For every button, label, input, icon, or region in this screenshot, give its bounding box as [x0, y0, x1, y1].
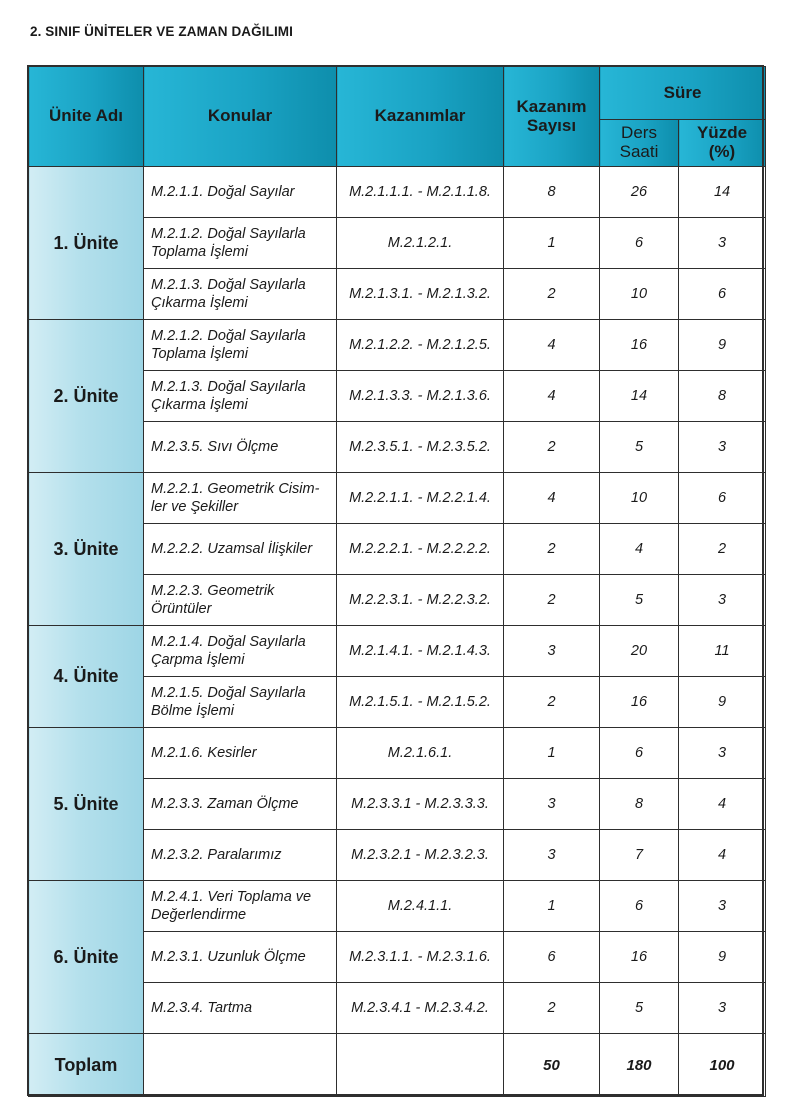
outcome-count-cell: 1 — [504, 881, 600, 932]
topic-cell: M.2.1.3. Doğal Sayılarla Çıkarma İşlemi — [144, 371, 337, 422]
percent-cell: 14 — [679, 167, 766, 218]
table-body — [29, 167, 766, 1034]
percent-cell: 6 — [679, 269, 766, 320]
percent-cell: 3 — [679, 422, 766, 473]
outcome-count-cell: 4 — [504, 371, 600, 422]
header-outcome-count-text: Kazanım Sayısı — [516, 96, 587, 135]
lesson-hours-cell: 16 — [600, 677, 679, 728]
table-row — [29, 728, 766, 779]
outcome-count-cell: 3 — [504, 626, 600, 677]
topic-cell: M.2.1.2. Doğal Sayılarla Toplama İşlemi — [144, 218, 337, 269]
topic-cell: M.2.3.5. Sıvı Ölçme — [144, 422, 337, 473]
topic-cell: M.2.1.6. Kesirler — [144, 728, 337, 779]
outcomes-cell: M.2.2.1.1. - M.2.2.1.4. — [337, 473, 504, 524]
lesson-hours-cell: 5 — [600, 983, 679, 1034]
percent-cell: 3 — [679, 983, 766, 1034]
outcomes-cell: M.2.2.2.1. - M.2.2.2.2. — [337, 524, 504, 575]
lesson-hours-cell: 4 — [600, 524, 679, 575]
topic-cell: M.2.1.1. Doğal Sayılar — [144, 167, 337, 218]
outcomes-cell: M.2.3.1.1. - M.2.3.1.6. — [337, 932, 504, 983]
header-lesson-hours — [600, 120, 679, 167]
outcome-count-cell: 1 — [504, 218, 600, 269]
outcomes-cell: M.2.3.3.1 - M.2.3.3.3. — [337, 779, 504, 830]
header-lesson-hours-text: Ders Saati — [619, 123, 659, 161]
outcomes-cell: M.2.1.2.2. - M.2.1.2.5. — [337, 320, 504, 371]
topic-cell: M.2.1.4. Doğal Sayılarla Çarpma İşlemi — [144, 626, 337, 677]
lesson-hours-cell: 8 — [600, 779, 679, 830]
lesson-hours-cell: 14 — [600, 371, 679, 422]
outcomes-cell: M.2.1.4.1. - M.2.1.4.3. — [337, 626, 504, 677]
outcome-count-cell: 4 — [504, 473, 600, 524]
outcome-count-cell: 3 — [504, 830, 600, 881]
outcomes-cell: M.2.1.2.1. — [337, 218, 504, 269]
unit-name-cell: 4. Ünite — [29, 626, 144, 728]
lesson-hours-cell: 6 — [600, 728, 679, 779]
lesson-hours-cell: 10 — [600, 269, 679, 320]
topic-cell: M.2.2.1. Geometrik Cisim-ler ve Şekiller — [144, 473, 337, 524]
percent-cell: 9 — [679, 320, 766, 371]
percent-cell: 3 — [679, 218, 766, 269]
table-row — [29, 881, 766, 932]
lesson-hours-cell: 6 — [600, 218, 679, 269]
percent-cell: 8 — [679, 371, 766, 422]
percent-cell: 9 — [679, 932, 766, 983]
lesson-hours-cell: 16 — [600, 320, 679, 371]
topic-cell: M.2.1.3. Doğal Sayılarla Çıkarma İşlemi — [144, 269, 337, 320]
outcomes-cell: M.2.1.3.3. - M.2.1.3.6. — [337, 371, 504, 422]
unit-time-table — [28, 66, 766, 1097]
topic-cell: M.2.3.1. Uzunluk Ölçme — [144, 932, 337, 983]
percent-cell: 2 — [679, 524, 766, 575]
percent-cell: 3 — [679, 575, 766, 626]
outcome-count-cell: 2 — [504, 575, 600, 626]
outcome-count-cell: 2 — [504, 983, 600, 1034]
header-outcome-count — [504, 67, 600, 167]
lesson-hours-cell: 10 — [600, 473, 679, 524]
outcomes-cell: M.2.3.5.1. - M.2.3.5.2. — [337, 422, 504, 473]
topic-cell: M.2.3.2. Paralarımız — [144, 830, 337, 881]
outcomes-cell: M.2.1.1.1. - M.2.1.1.8. — [337, 167, 504, 218]
unit-name-cell: 1. Ünite — [29, 167, 144, 320]
header-percent-text: Yüzde (%) — [696, 123, 748, 161]
page-title: 2. SINIF ÜNİTELER VE ZAMAN DAĞILIMI — [30, 24, 294, 39]
table-row — [29, 626, 766, 677]
header-topics: Konular — [144, 67, 337, 167]
percent-cell: 4 — [679, 779, 766, 830]
table-row — [29, 320, 766, 371]
lesson-hours-cell: 5 — [600, 575, 679, 626]
outcome-count-cell: 2 — [504, 677, 600, 728]
unit-name-cell: 5. Ünite — [29, 728, 144, 881]
topic-cell: M.2.3.4. Tartma — [144, 983, 337, 1034]
total-percent: 100 — [679, 1034, 766, 1097]
header-outcomes: Kazanımlar — [337, 67, 504, 167]
unit-name-cell: 2. Ünite — [29, 320, 144, 473]
lesson-hours-cell: 6 — [600, 881, 679, 932]
topic-cell: M.2.4.1. Veri Toplama ve Değerlendirme — [144, 881, 337, 932]
lesson-hours-cell: 5 — [600, 422, 679, 473]
outcome-count-cell: 4 — [504, 320, 600, 371]
header-percent — [679, 120, 766, 167]
outcome-count-cell: 3 — [504, 779, 600, 830]
topic-cell: M.2.2.3. Geometrik Örüntüler — [144, 575, 337, 626]
percent-cell: 11 — [679, 626, 766, 677]
total-lesson-hours: 180 — [600, 1034, 679, 1097]
total-topics — [144, 1034, 337, 1097]
outcomes-cell: M.2.4.1.1. — [337, 881, 504, 932]
topic-cell: M.2.1.5. Doğal Sayılarla Bölme İşlemi — [144, 677, 337, 728]
outcome-count-cell: 2 — [504, 269, 600, 320]
lesson-hours-cell: 26 — [600, 167, 679, 218]
outcomes-cell: M.2.3.4.1 - M.2.3.4.2. — [337, 983, 504, 1034]
outcome-count-cell: 1 — [504, 728, 600, 779]
percent-cell: 4 — [679, 830, 766, 881]
lesson-hours-cell: 7 — [600, 830, 679, 881]
outcome-count-cell: 2 — [504, 422, 600, 473]
outcomes-cell: M.2.1.6.1. — [337, 728, 504, 779]
unit-name-cell: 6. Ünite — [29, 881, 144, 1034]
outcomes-cell: M.2.2.3.1. - M.2.2.3.2. — [337, 575, 504, 626]
topic-cell: M.2.3.3. Zaman Ölçme — [144, 779, 337, 830]
total-outcomes — [337, 1034, 504, 1097]
table-row — [29, 167, 766, 218]
percent-cell: 6 — [679, 473, 766, 524]
outcomes-cell: M.2.1.5.1. - M.2.1.5.2. — [337, 677, 504, 728]
total-outcome-count: 50 — [504, 1034, 600, 1097]
outcomes-cell: M.2.3.2.1 - M.2.3.2.3. — [337, 830, 504, 881]
percent-cell: 3 — [679, 728, 766, 779]
total-row — [29, 1034, 766, 1097]
header-unit-name: Ünite Adı — [29, 67, 144, 167]
percent-cell: 3 — [679, 881, 766, 932]
outcome-count-cell: 2 — [504, 524, 600, 575]
unit-name-cell: 3. Ünite — [29, 473, 144, 626]
lesson-hours-cell: 20 — [600, 626, 679, 677]
percent-cell: 9 — [679, 677, 766, 728]
total-label: Toplam — [29, 1034, 144, 1097]
topic-cell: M.2.1.2. Doğal Sayılarla Toplama İşlemi — [144, 320, 337, 371]
header-duration: Süre — [600, 67, 766, 120]
lesson-hours-cell: 16 — [600, 932, 679, 983]
outcome-count-cell: 8 — [504, 167, 600, 218]
table-row — [29, 473, 766, 524]
topic-cell: M.2.2.2. Uzamsal İlişkiler — [144, 524, 337, 575]
outcomes-cell: M.2.1.3.1. - M.2.1.3.2. — [337, 269, 504, 320]
outcome-count-cell: 6 — [504, 932, 600, 983]
